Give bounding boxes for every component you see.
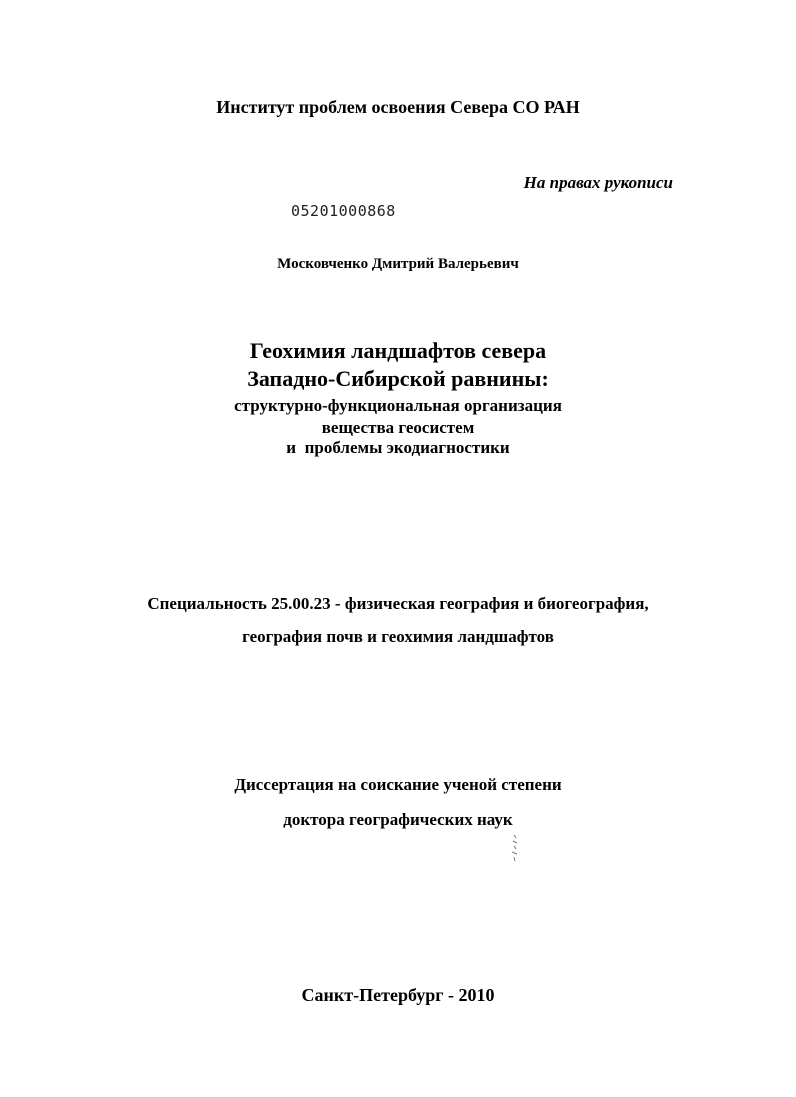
degree-line-2: доктора географических наук (283, 810, 513, 829)
subtitle-line-3: и проблемы экодиагностики (286, 438, 510, 457)
specialty-line-1: Специальность 25.00.23 - физическая география и биогеография, (147, 594, 649, 613)
rights-notice: На правах рукописи (523, 173, 673, 192)
institute-name: Институт проблем освоения Севера СО РАН (216, 97, 580, 117)
degree-line-1: Диссертация на соискание ученой степени (234, 775, 562, 794)
title-line-2: Западно-Сибирской равнины: (247, 366, 549, 391)
document-code: 05201000868 (291, 202, 396, 220)
title-line-1: Геохимия ландшафтов севера (249, 338, 547, 363)
specialty-line-2: география почв и геохимия ландшафтов (242, 627, 554, 646)
scan-artifact-mark (508, 834, 522, 864)
city-year: Санкт-Петербург - 2010 (301, 985, 495, 1005)
subtitle-line-2: вещества геосистем (321, 418, 475, 437)
subtitle-line-1: структурно-функциональная организация (234, 396, 562, 415)
author-name: Московченко Дмитрий Валерьевич (277, 256, 519, 272)
